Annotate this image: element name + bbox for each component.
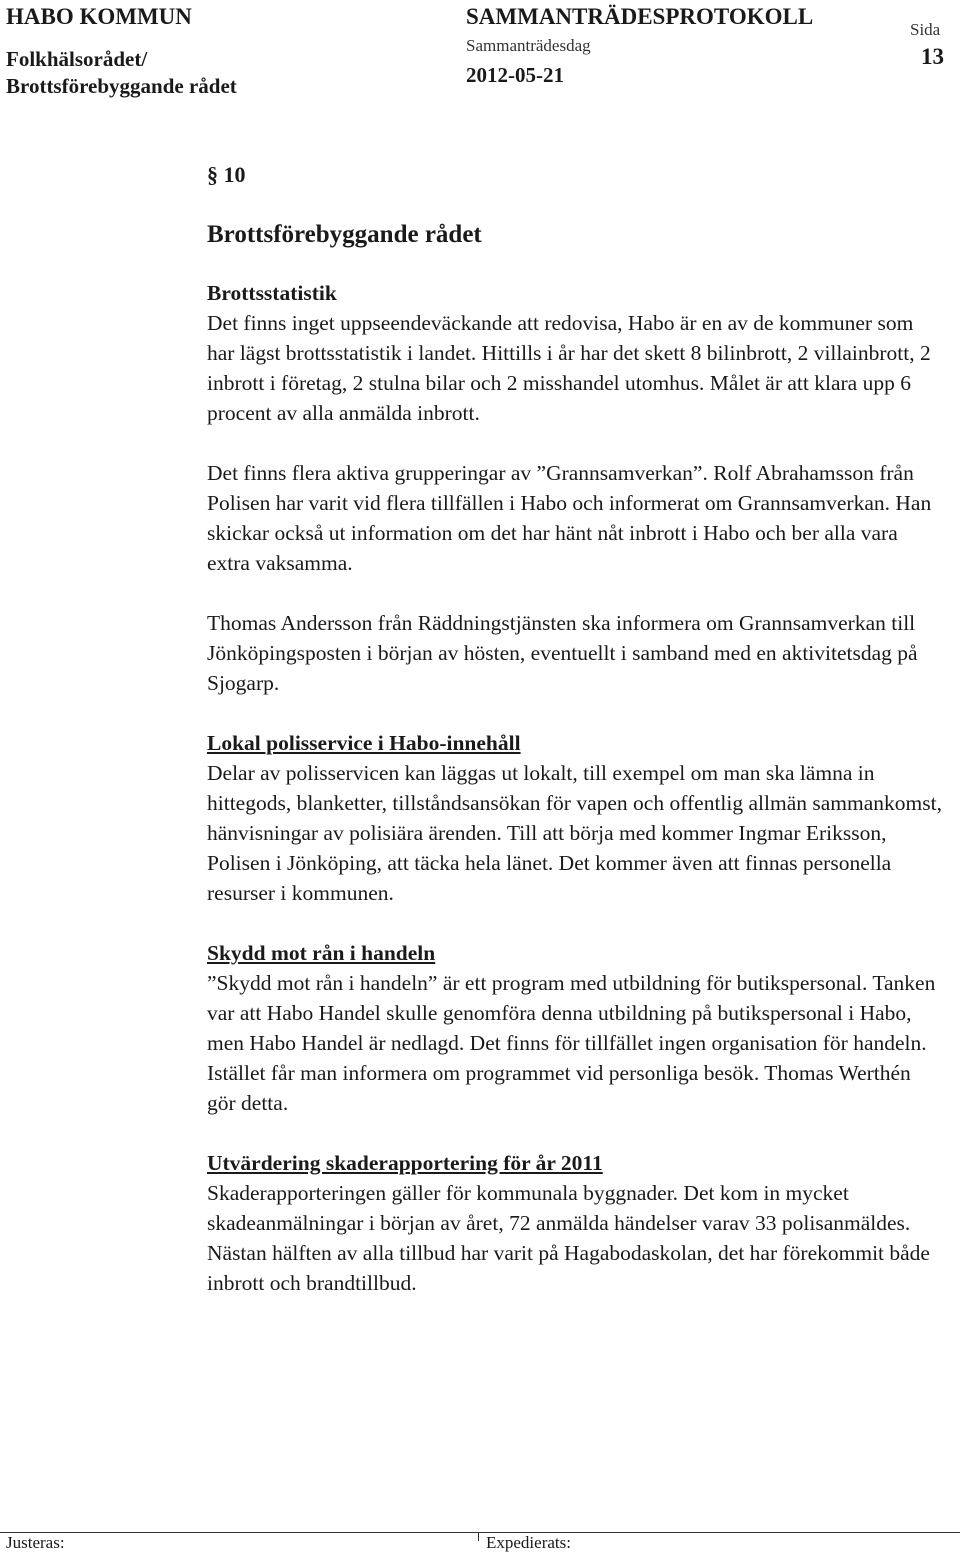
- section-title: Brottsförebyggande rådet: [207, 221, 482, 248]
- block-skaderapportering: [207, 1148, 942, 1298]
- dispatched-label: Expedierats:: [486, 1533, 571, 1552]
- meeting-date-label: Sammanträdesdag: [466, 36, 591, 55]
- block-paragraph: Nästan hälften av alla tillbud har varit på Hagabodaskolan, det har förekommit både inbrott och brandtillbud.: [207, 1241, 930, 1295]
- document-type: SAMMANTRÄDESPROTOKOLL: [466, 4, 814, 29]
- block-heading: Utvärdering skaderapportering för år 2011: [207, 1151, 603, 1175]
- block-brottsstatistik: [207, 278, 942, 698]
- block-paragraph: Det finns inget uppseendeväckande att redovisa, Habo är en av de kommuner som har lägst brottsstatistik i landet. Hittills i år har det skett 8 bilinbrott, 2 villainbrott, 2 inbrott i företag, 2 stulna bilar och 2 misshandel utomhus. Målet är att klara upp 6 procent av alla anmälda inbrott.: [207, 311, 931, 425]
- block-lokal-polisservice: [207, 728, 942, 908]
- block-heading: Skydd mot rån i handeln: [207, 941, 436, 965]
- committee-name-line2: Brottsförebyggande rådet: [6, 74, 237, 98]
- page-number: 13: [921, 44, 944, 69]
- meeting-date: 2012-05-21: [466, 63, 564, 87]
- block-skydd-mot-ran: [207, 938, 942, 1118]
- block-paragraph: Skaderapporteringen gäller för kommunala byggnader. Det kom in mycket skadeanmälningar i början av året, 72 anmälda händelser varav 33 polisanmäldes.: [207, 1181, 911, 1235]
- paragraph-number: § 10: [207, 162, 246, 187]
- block-heading: Lokal polisservice i Habo-innehåll: [207, 731, 521, 755]
- protocol-body: [207, 160, 942, 1298]
- footer-column-divider: [478, 1532, 479, 1541]
- adjusted-label: Justeras:: [6, 1533, 65, 1552]
- committee-name-line1: Folkhälsorådet/: [6, 47, 148, 71]
- block-paragraph: Thomas Andersson från Räddningstjänsten ska informera om Grannsamverkan till Jönköpingsposten i början av hösten, eventuellt i samband med en aktivitetsdag på Sjogarp.: [207, 611, 918, 695]
- block-paragraph: ”Skydd mot rån i handeln” är ett program med utbildning för butikspersonal. Tanken var att Habo Handel skulle genomföra denna utbildning på butikspersonal i Habo, men Habo Handel är nedlagd. Det finns för tillfället ingen organisation för handeln. Istället får man informera om programmet vid personliga besök. Thomas Werthén gör detta.: [207, 971, 936, 1115]
- block-heading: Brottsstatistik: [207, 281, 337, 305]
- page-label: Sida: [910, 20, 941, 39]
- block-paragraph: Delar av polisservicen kan läggas ut lokalt, till exempel om man ska lämna in hittegods, blanketter, tillståndsansökan för vapen och offentlig allmän sammankomst, hänvisningar av polisiära ärenden. Till att börja med kommer Ingmar Eriksson, Polisen i Jönköping, att täcka hela länet. Det kommer även att finnas personella resurser i kommunen.: [207, 761, 942, 905]
- municipality-name: HABO KOMMUN: [6, 4, 192, 29]
- block-paragraph: Det finns flera aktiva grupperingar av ”Grannsamverkan”. Rolf Abrahamsson från Polisen har varit vid flera tillfällen i Habo och informerat om Grannsamverkan. Han skickar också ut information om det har hänt nåt inbrott i Habo och ber alla vara extra vaksamma.: [207, 461, 932, 575]
- footer-divider: [0, 1532, 960, 1533]
